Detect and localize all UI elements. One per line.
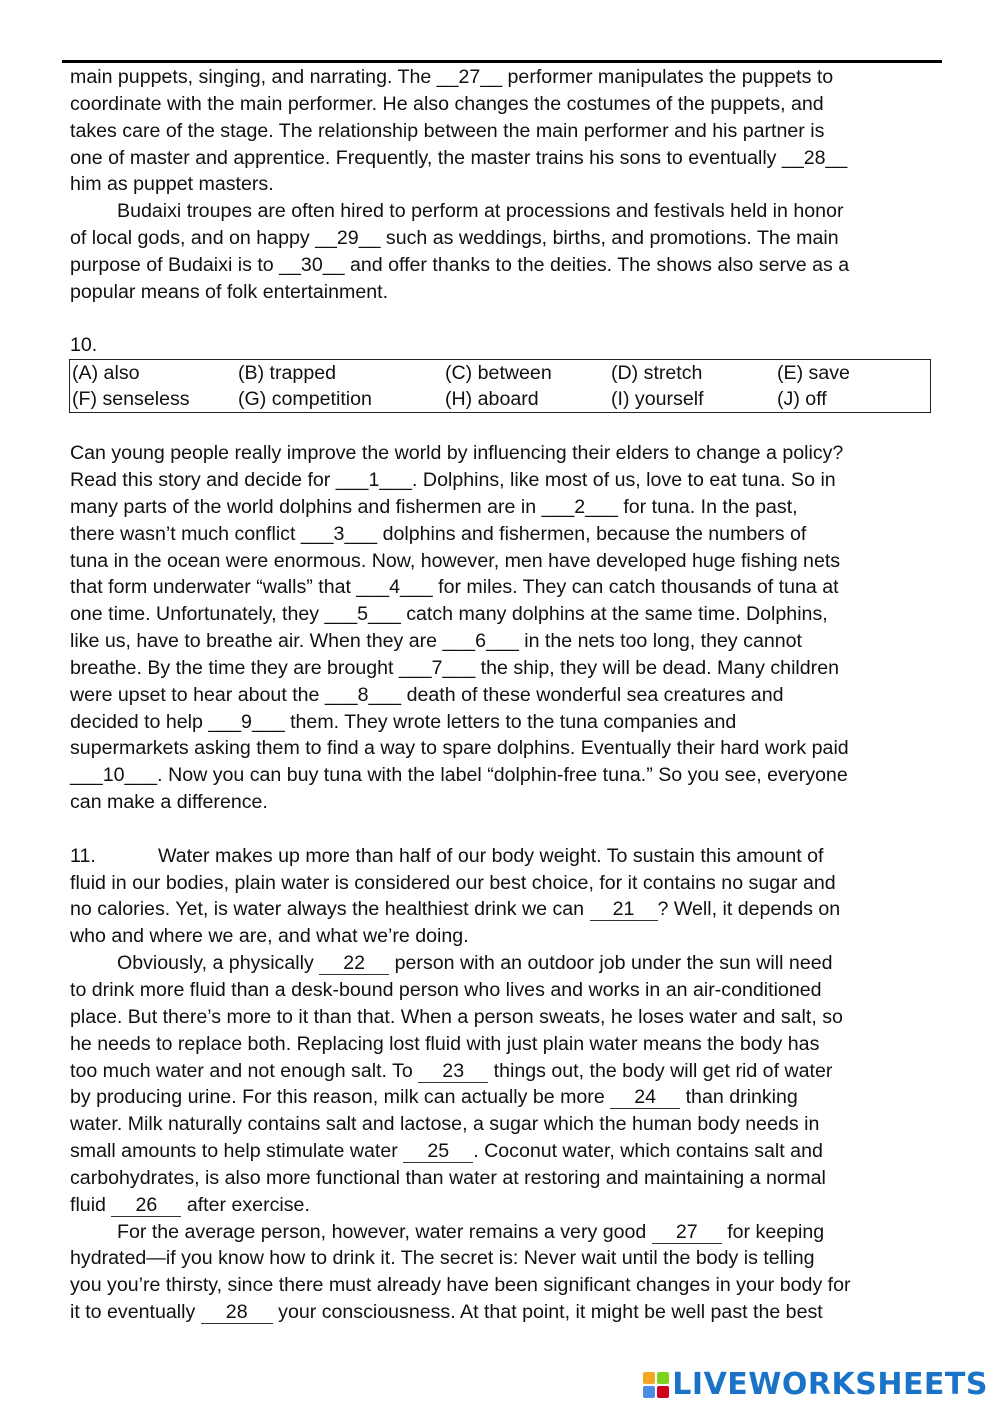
- word-bank-option: (J) off: [777, 388, 827, 411]
- passage-line: purpose of Budaixi is to __30__ and offer thanks to the deities. The shows also serve as a: [70, 253, 850, 276]
- passage-line: to drink more fluid than a desk-bound person who lives and works in an air-conditioned: [70, 979, 822, 1001]
- passage-text: . Coconut water, which contains salt and: [473, 1140, 823, 1163]
- passage-text: fluid: [70, 1193, 112, 1216]
- word-bank-option: (G) competition: [238, 388, 372, 411]
- liveworksheets-wordmark: LIVEWORKSHEETS: [672, 1367, 988, 1402]
- passage-line: there wasn’t much conflict ___3___ dolphins and fishermen, because the numbers of: [70, 522, 807, 545]
- word-bank-option: (C) between: [445, 362, 552, 385]
- word-bank-table: [69, 359, 931, 413]
- passage-line: like us, have to breathe air. When they are ___6___ in the nets too long, they cannot: [70, 630, 802, 653]
- passage-line: carbohydrates, is also more functional than water at restoring and maintaining a normal: [70, 1166, 826, 1189]
- logo-tile: [657, 1386, 669, 1398]
- passage-line: who and where we are, and what we’re doing.: [70, 925, 469, 948]
- passage-text: after exercise.: [181, 1193, 310, 1216]
- passage-text: Water makes up more than half of our body weight. To sustain this amount of: [158, 844, 824, 867]
- passage-text: For the average person, however, water remains a very good: [117, 1220, 652, 1243]
- logo-tile: [657, 1372, 669, 1384]
- word-bank-option: (A) also: [72, 362, 140, 385]
- passage-text: for keeping: [721, 1220, 825, 1243]
- passage-line: [70, 1219, 940, 1246]
- answer-blank-27[interactable]: 27: [652, 1221, 722, 1244]
- passage-text: too much water and not enough salt. To: [70, 1059, 419, 1082]
- passage-line: tuna in the ocean were enormous. Now, however, men have developed huge fishing nets: [70, 549, 841, 572]
- passage-line: [70, 950, 940, 977]
- passage-line: many parts of the world dolphins and fishermen are in ___2___ for tuna. In the past,: [70, 495, 798, 518]
- logo-tile: [643, 1372, 655, 1384]
- question-11: [70, 843, 940, 1326]
- answer-blank-24[interactable]: 24: [610, 1086, 680, 1109]
- passage-line: Budaixi troupes are often hired to perform at processions and festivals held in honor: [117, 200, 844, 223]
- passage-line: that form underwater “walls” that ___4___ for miles. They can catch thousands of tuna at: [70, 576, 839, 599]
- answer-blank-26[interactable]: 26: [111, 1194, 181, 1217]
- answer-blank-22[interactable]: 22: [319, 952, 389, 975]
- passage-text: ? Well, it depends on: [657, 898, 841, 921]
- passage-line: popular means of folk entertainment.: [70, 280, 389, 303]
- passage-line: you you’re thirsty, since there must already have been significant changes in your body for: [70, 1274, 851, 1297]
- word-bank-option: (H) aboard: [445, 388, 539, 411]
- liveworksheets-logo[interactable]: [643, 1367, 988, 1402]
- answer-blank-21[interactable]: 21: [590, 898, 658, 921]
- logo-tile: [643, 1386, 655, 1398]
- liveworksheets-logo-icon: [643, 1372, 669, 1398]
- passage-line: breathe. By the time they are brought ___7___ the ship, they will be dead. Many children: [70, 656, 839, 679]
- passage-text: things out, the body will get rid of water: [488, 1059, 833, 1082]
- passage-line: [70, 1058, 940, 1085]
- passage-line: [70, 1138, 940, 1165]
- passage-line: coordinate with the main performer. He also changes the costumes of the puppets, and: [70, 92, 824, 115]
- passage-line: of local gods, and on happy __29__ such as weddings, births, and promotions. The main: [70, 227, 839, 250]
- passage-text: than drinking: [680, 1086, 798, 1109]
- passage-line: supermarkets asking them to find a way to spare dolphins. Eventually their hard work paid: [70, 737, 849, 760]
- passage-line: water. Milk naturally contains salt and lactose, a sugar which the human body needs in: [70, 1113, 820, 1136]
- passage-line: were upset to hear about the ___8___ death of these wonderful sea creatures and: [70, 683, 784, 706]
- word-bank-option: (E) save: [777, 362, 850, 385]
- passage-text: your consciousness. At that point, it might be well past the best: [272, 1301, 823, 1324]
- passage-text: small amounts to help stimulate water: [70, 1140, 404, 1163]
- answer-blank-23[interactable]: 23: [418, 1060, 488, 1083]
- passage-text: it to eventually: [70, 1301, 201, 1324]
- passage-9-tail: [70, 64, 940, 306]
- passage-text: Obviously, a physically: [117, 952, 320, 975]
- question-10: [70, 332, 940, 816]
- passage-line: [70, 1192, 940, 1219]
- passage-text: no calories. Yet, is water always the healthiest drink we can: [70, 898, 590, 921]
- answer-blank-25[interactable]: 25: [403, 1140, 473, 1163]
- passage-line: [70, 1084, 940, 1111]
- passage-line: one of master and apprentice. Frequently, the master trains his sons to eventually __28__: [70, 146, 848, 169]
- spacer: [70, 816, 940, 843]
- passage-line: [70, 1299, 940, 1326]
- passage-line: ___10___. Now you can buy tuna with the label “dolphin-free tuna.” So you see, everyone: [70, 764, 848, 787]
- passage-line: Read this story and decide for ___1___. Dolphins, like most of us, love to eat tuna. So in: [70, 468, 836, 491]
- passage-line: Can young people really improve the world by influencing their elders to change a policy?: [70, 442, 844, 465]
- passage-line: he needs to replace both. Replacing lost fluid with just plain water means the body has: [70, 1032, 820, 1055]
- passage-text: by producing urine. For this reason, milk can actually be more: [70, 1086, 611, 1109]
- passage-line: hydrated—if you know how to drink it. The secret is: Never wait until the body is telling: [70, 1247, 815, 1270]
- word-bank-option: (D) stretch: [611, 362, 703, 385]
- passage-line: place. But there’s more to it than that. When a person sweats, he loses water and salt, so: [70, 1005, 843, 1028]
- passage-line: him as puppet masters.: [70, 173, 274, 196]
- word-bank-option: (F) senseless: [72, 388, 190, 411]
- passage-text: person with an outdoor job under the sun will need: [389, 952, 833, 975]
- question-number: 10.: [70, 334, 98, 357]
- passage-line: main puppets, singing, and narrating. The __27__ performer manipulates the puppets to: [70, 66, 834, 88]
- word-bank-row: [70, 360, 931, 387]
- passage-line: decided to help ___9___ them. They wrote letters to the tuna companies and: [70, 710, 737, 733]
- passage-line: can make a difference.: [70, 791, 268, 814]
- word-bank-option: (I) yourself: [611, 388, 704, 411]
- spacer: [70, 413, 940, 440]
- spacer: [70, 306, 940, 333]
- passage-line: [70, 843, 940, 870]
- passage-line: [70, 896, 940, 923]
- passage-line: takes care of the stage. The relationship between the main performer and his partner is: [70, 119, 825, 142]
- passage-line: fluid in our bodies, plain water is considered our best choice, for it contains no sugar and: [70, 871, 836, 894]
- answer-blank-28[interactable]: 28: [201, 1301, 273, 1324]
- top-rule: [62, 60, 942, 63]
- question-number: 11.: [70, 844, 96, 867]
- worksheet-content: [70, 64, 940, 1326]
- word-bank-row: [70, 386, 931, 413]
- passage-line: one time. Unfortunately, they ___5___ catch many dolphins at the same time. Dolphins,: [70, 603, 828, 626]
- word-bank-option: (B) trapped: [238, 362, 337, 385]
